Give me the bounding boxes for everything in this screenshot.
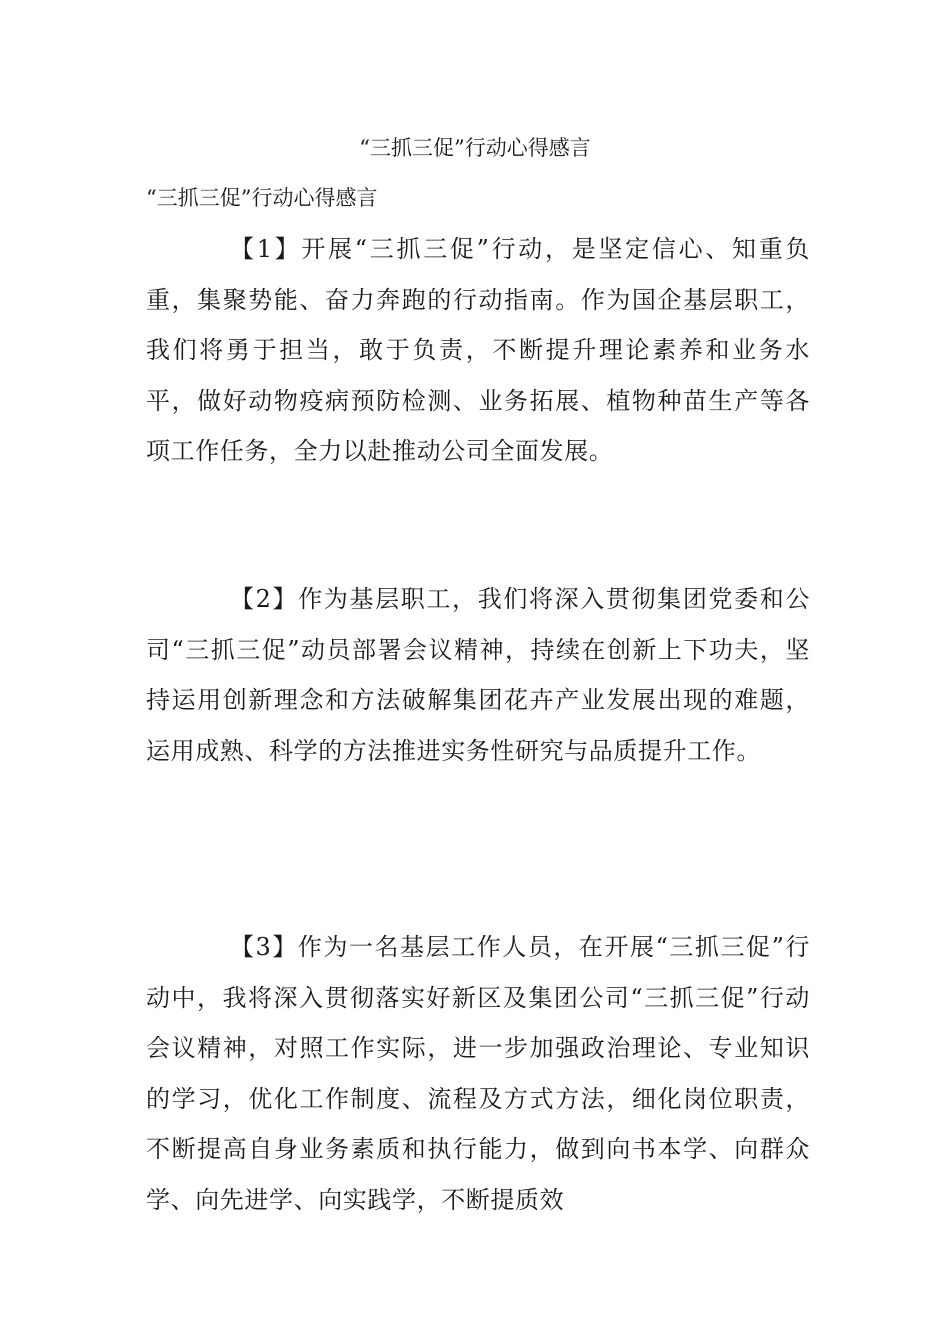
paragraph-2: 【2】作为基层职工，我们将深入贯彻集团党委和公司“三抓三促”动员部署会议精神，持续在创新上下功夫，坚持运用创新理念和方法破解集团花卉产业发展出现的难题，运用成熟、科学的方法推进实务性研究与品质提升工作。 [146, 585, 810, 765]
document-title: “三抓三促”行动心得感言 [359, 136, 591, 160]
paragraph-3: 【3】作为一名基层工作人员，在开展“三抓三促”行动中，我将深入贯彻落实好新区及集团公司“三抓三促”行动会议精神，对照工作实际，进一步加强政治理论、专业知识的学习，优化工作制度、流程及方式方法，细化岗位职责，不断提高自身业务素质和执行能力，做到向书本学、向群众学、向先进学、向实践学，不断提质效 [146, 933, 810, 1214]
paragraph-1: 【1】开展“三抓三促”行动，是坚定信心、知重负重，集聚势能、奋力奔跑的行动指南。作为国企基层职工，我们将勇于担当，敢于负责，不断提升理论素养和业务水平，做好动物疫病预防检测、业务拓展、植物种苗生产等各项工作任务，全力以赴推动公司全面发展。 [146, 235, 810, 465]
document-subtitle: “三抓三促”行动心得感言 [146, 186, 378, 210]
